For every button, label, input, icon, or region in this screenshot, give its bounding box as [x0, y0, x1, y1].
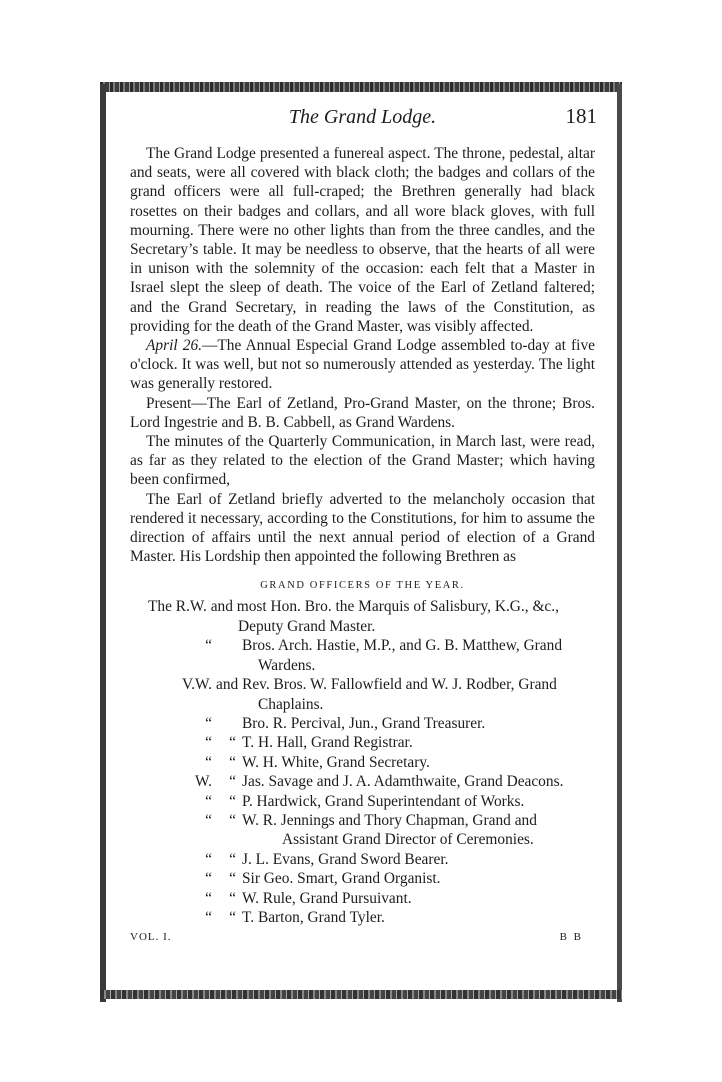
body-text	[130, 144, 595, 566]
rank-label: V.W.	[182, 676, 212, 694]
paragraph: Present—The Earl of Zetland, Pro-Grand Master, on the throne; Bros. Lord Ingestrie and B. B. Cabbell, as Grand Wardens.	[130, 394, 595, 431]
ditto-mark: “	[229, 753, 236, 771]
scan-bottom-edge	[100, 990, 622, 999]
ditto-mark: “	[205, 889, 212, 907]
officer-entry	[130, 811, 595, 850]
ditto-mark: “	[205, 908, 212, 926]
paragraph-april	[130, 336, 595, 394]
officer-line: Jas. Savage and J. A. Adamthwaite, Grand Deacons.	[242, 773, 564, 791]
ditto-mark: “	[205, 870, 212, 888]
ditto-mark: “	[205, 811, 212, 829]
officer-entry	[130, 889, 595, 908]
section-heading: GRAND OFFICERS OF THE YEAR.	[260, 580, 465, 592]
officer-entry	[130, 753, 595, 772]
officer-line: Bros. Arch. Hastie, M.P., and G. B. Matthew, Grand	[242, 637, 563, 655]
ditto-mark: “	[229, 773, 236, 791]
officer-entry	[130, 597, 595, 636]
ditto-mark: “	[205, 734, 212, 752]
paragraph: The minutes of the Quarterly Communication, in March last, were read, as far as they related to the election of the Grand Master; which having been confirmed,	[130, 433, 595, 489]
officer-line: P. Hardwick, Grand Superintendant of Works.	[242, 792, 525, 810]
officer-line: Sir Geo. Smart, Grand Organist.	[242, 870, 441, 888]
officer-entry	[130, 792, 595, 811]
officer-entry	[130, 733, 595, 752]
ditto-mark: “	[205, 714, 212, 732]
officer-line: W. H. White, Grand Secretary.	[242, 753, 430, 771]
officer-entry	[130, 714, 595, 733]
ditto-mark: “	[205, 753, 212, 771]
officer-line: T. Barton, Grand Tyler.	[242, 908, 385, 926]
ditto-mark: “	[229, 850, 236, 868]
officer-line: Wardens.	[258, 656, 316, 674]
ditto-mark: “	[229, 870, 236, 888]
officer-line: Bro. R. Percival, Jun., Grand Treasurer.	[242, 714, 486, 732]
signature-mark: B B	[559, 931, 583, 944]
officer-entry	[130, 772, 595, 791]
officer-entry	[130, 908, 595, 927]
ditto-mark: “	[205, 850, 212, 868]
officer-line: T. H. Hall, Grand Registrar.	[242, 734, 413, 752]
officer-line: J. L. Evans, Grand Sword Bearer.	[242, 850, 449, 868]
date-lead: April 26.	[146, 337, 202, 355]
officer-line: The R.W. and most Hon. Bro. the Marquis of Salisbury, K.G., &c.,	[148, 598, 559, 616]
officer-entry	[130, 636, 595, 675]
ditto-mark: “	[229, 811, 236, 829]
ditto-mark: “	[229, 734, 236, 752]
officer-entry	[130, 850, 595, 869]
paragraph: The Earl of Zetland briefly adverted to the melancholy occasion that rendered it necessary, according to the Constitutions, for him to assume the direction of affairs until the next annual period of election of a Grand Master. His Lordship then appointed the following Brethren as	[130, 490, 595, 566]
ditto-mark: “	[229, 889, 236, 907]
officers-list	[130, 597, 595, 927]
book-page	[130, 104, 595, 949]
officer-entry	[130, 675, 595, 714]
officer-entry	[130, 869, 595, 888]
ditto-mark: “	[205, 792, 212, 810]
ditto-mark: “	[229, 792, 236, 810]
officer-line: W. Rule, Grand Pursuivant.	[242, 889, 412, 907]
paragraph: The Grand Lodge presented a funereal aspect. The throne, pedestal, altar and seats, were all covered with black cloth; the badges and collars of the grand officers were all full-craped; the Brethren generally had black rosettes on their badges and collars, and all wore black gloves, with full mourning. There were no other lights than from the three candles, and the Secretary’s table. It may be needless to observe, that the hearts of all were in unison with the solemnity of the occasion: each felt that a Master in Israel slept the sleep of death. The voice of the Earl of Zetland faltered; and the Grand Secretary, in reading the laws of the Constitution, as providing for the death of the Grand Master, was visibly affected.	[130, 145, 595, 335]
page-number: 181	[565, 104, 597, 128]
volume-mark: VOL. I.	[130, 931, 172, 944]
officer-line: and Rev. Bros. W. Fallowfield and W. J. Rodber, Grand	[216, 676, 557, 694]
officer-line: Deputy Grand Master.	[238, 617, 376, 635]
officer-line: Chaplains.	[258, 695, 324, 713]
officer-line: Assistant Grand Director of Ceremonies.	[282, 831, 534, 849]
ditto-mark: “	[229, 908, 236, 926]
running-title: The Grand Lodge.	[288, 106, 437, 128]
april-text: —The Annual Especial Grand Lodge assembled to-day at five o'clock. It was well, but not so numerously attended as yesterday. The light was generally restored.	[130, 337, 595, 393]
rank-label: W.	[195, 773, 212, 791]
ditto-mark: “	[205, 637, 212, 655]
page-header	[130, 104, 595, 134]
page-footer	[130, 929, 595, 949]
officer-line: W. R. Jennings and Thory Chapman, Grand and	[242, 811, 537, 829]
